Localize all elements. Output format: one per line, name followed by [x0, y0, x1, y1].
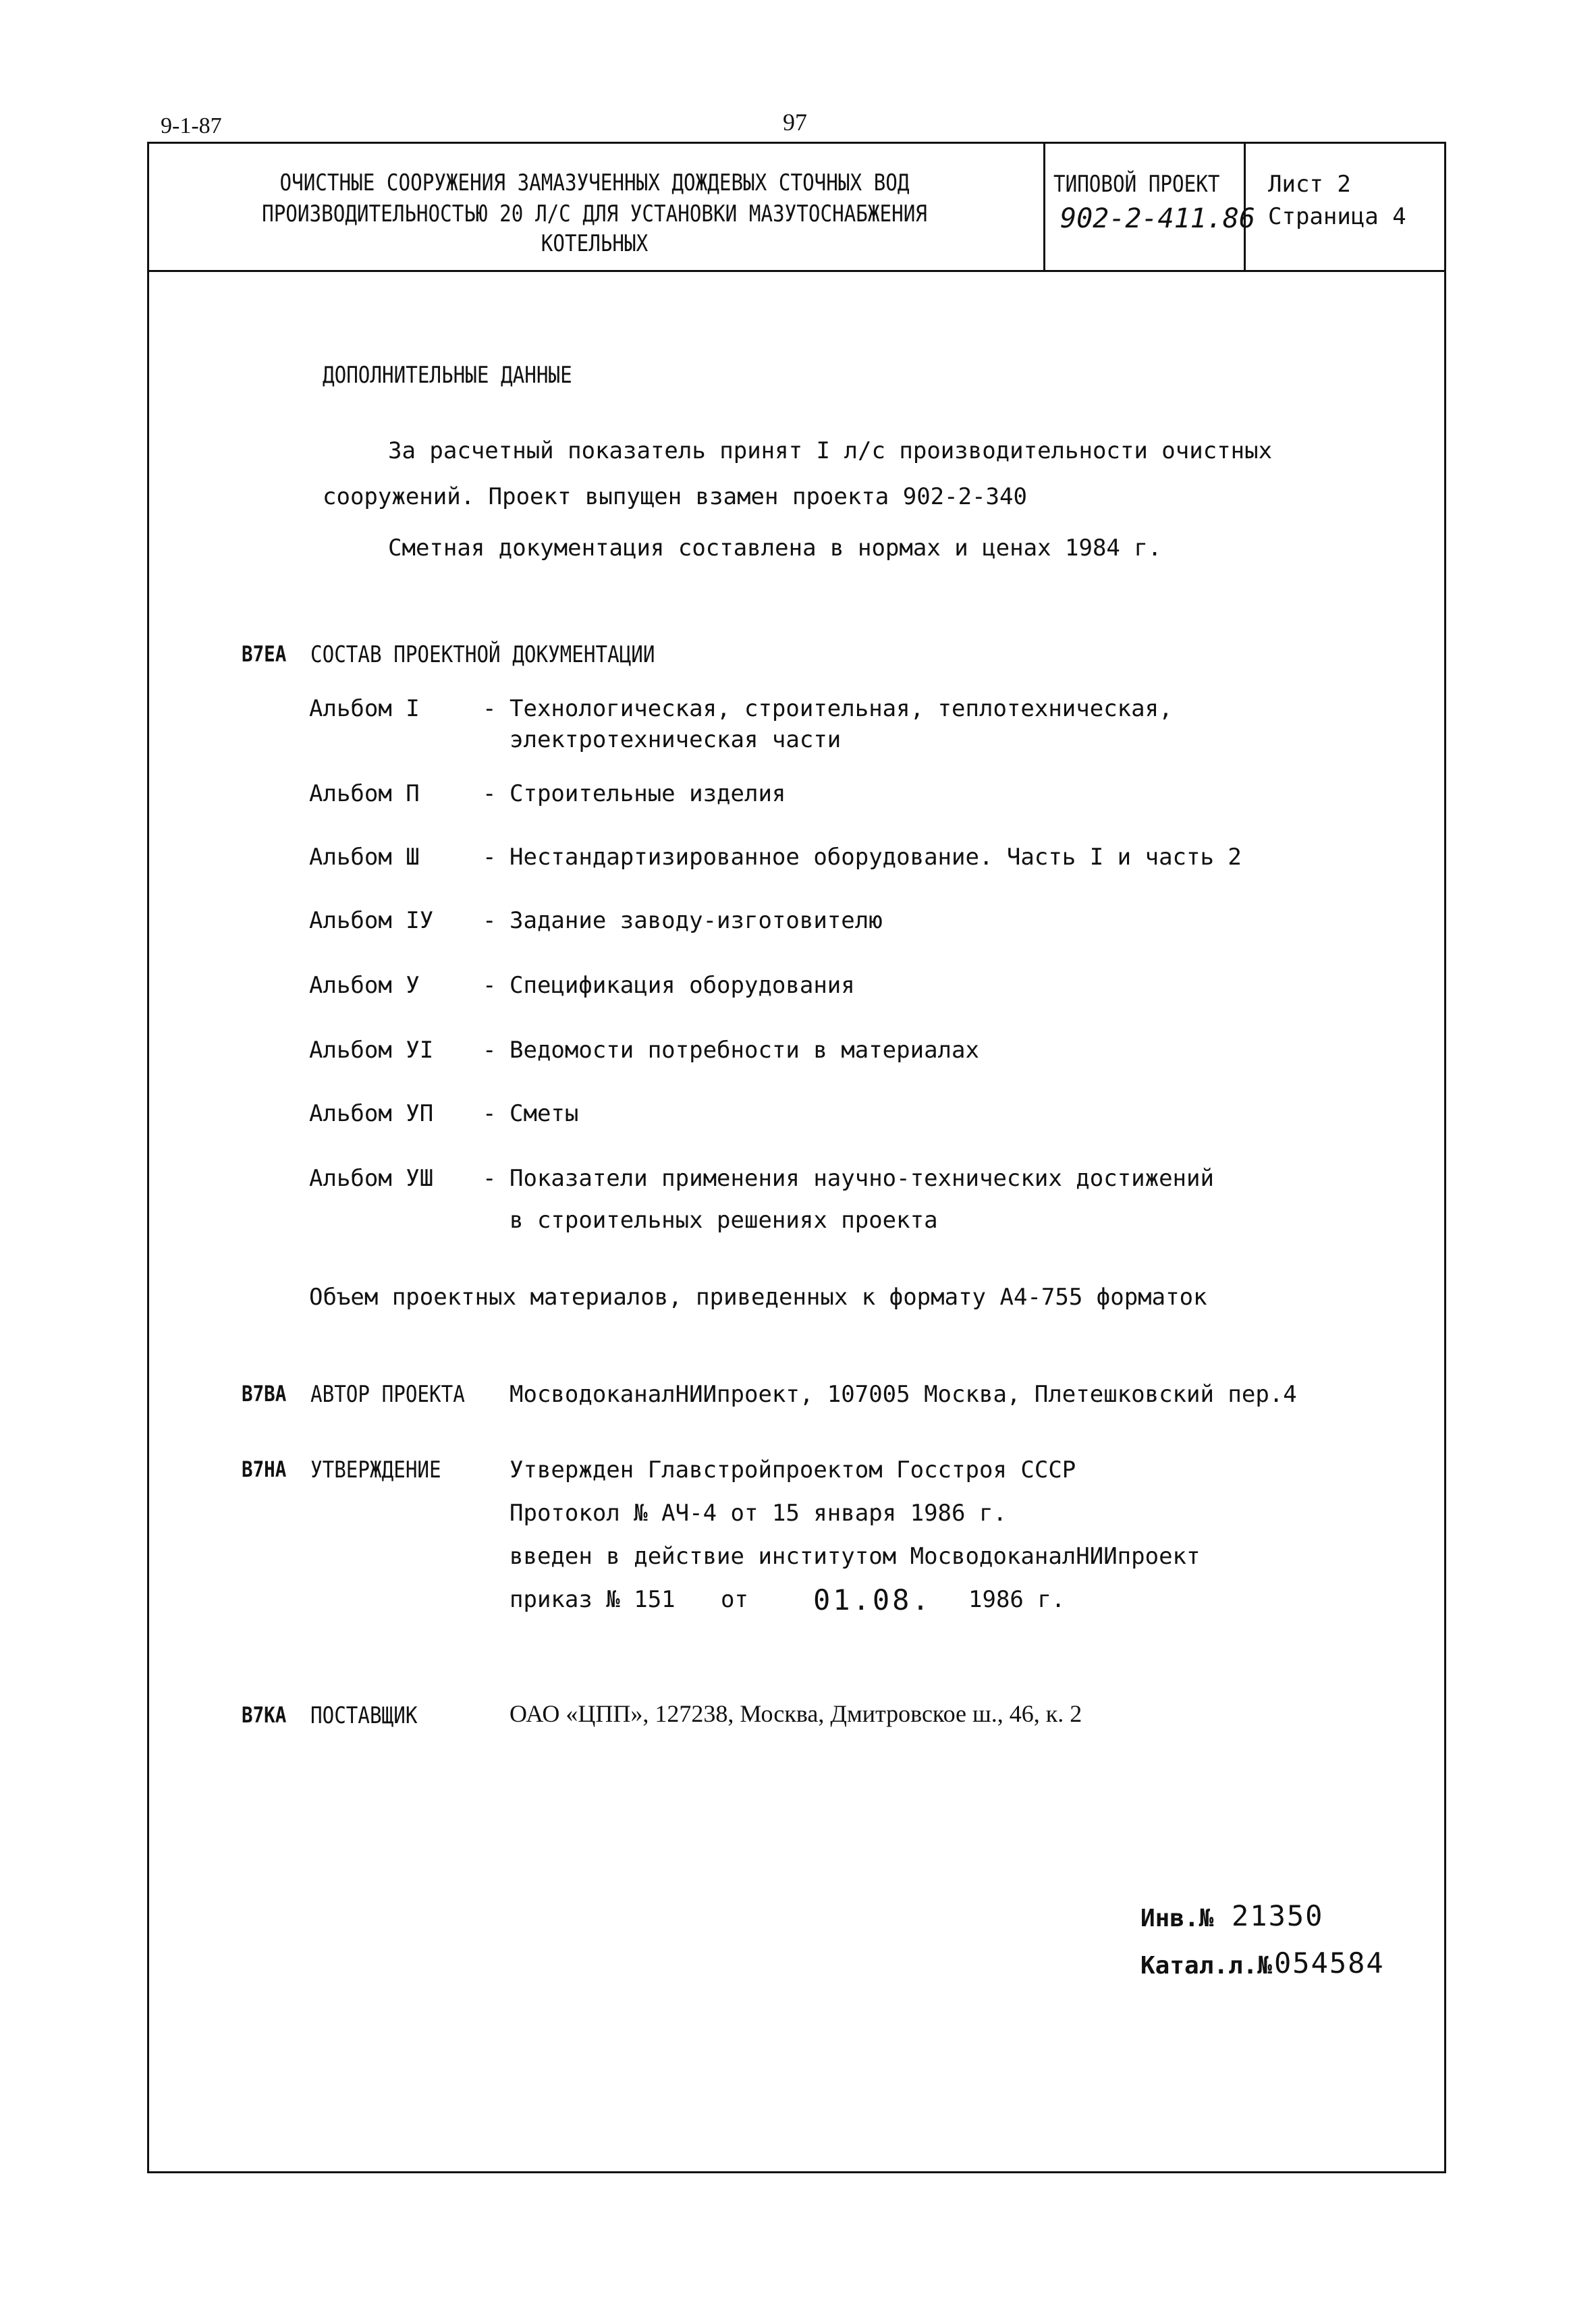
album-description: Показатели применения научно-технических достижений [510, 1165, 1214, 1192]
album-description-continued: в строительных решениях проекта [510, 1207, 938, 1234]
album-description: Сметы [510, 1100, 579, 1127]
approval-line-3: введен в действие институтом МосводоканалНИИпроект [510, 1543, 1201, 1570]
approval-code: В7НА [242, 1457, 287, 1482]
volume-note: Объем проектных материалов, приведенных к формату А4-755 форматок [309, 1284, 1207, 1311]
order-year: 1986 г. [968, 1586, 1066, 1613]
series-code: 9-1-87 [161, 113, 222, 138]
approval-line-2: Протокол № АЧ-4 от 15 января 1986 г. [510, 1500, 1007, 1527]
album-dash: - [483, 972, 497, 999]
album-dash: - [483, 1037, 497, 1064]
supplier-label: ПОСТАВЩИК [310, 1702, 418, 1729]
author-label: АВТОР ПРОЕКТА [310, 1381, 465, 1408]
album-description: Технологическая, строительная, теплотехническая, [510, 695, 1173, 722]
title-block [149, 144, 1444, 272]
order-date: 01.08. [813, 1583, 932, 1616]
title-block-divider [1043, 144, 1045, 270]
author-code: В7ВА [242, 1381, 287, 1407]
document-title-line-1: ОЧИСТНЫЕ СООРУЖЕНИЯ ЗАМАЗУЧЕННЫХ ДОЖДЕВЫХ СТОЧНЫХ ВОД [279, 169, 910, 196]
album-dash: - [483, 1165, 497, 1192]
page-label: Страница 4 [1268, 203, 1406, 230]
approval-label: УТВЕРЖДЕНИЕ [310, 1457, 441, 1484]
additional-data-paragraph-line-1: За расчетный показатель принят I л/с производительности очистных [388, 437, 1273, 464]
document-title-line-3: КОТЕЛЬНЫХ [541, 230, 649, 257]
album-dash: - [483, 695, 497, 722]
documentation-code: В7ЕА [242, 641, 287, 667]
estimate-note: Сметная документация составлена в нормах и ценах 1984 г. [388, 535, 1162, 562]
album-dash: - [483, 907, 497, 934]
sheet-label: Лист 2 [1268, 171, 1351, 198]
album-description: Нестандартизированное оборудование. Часть I и часть 2 [510, 844, 1242, 871]
album-name: Альбом УП [309, 1100, 434, 1127]
catalog-number: 054584 [1274, 1947, 1385, 1980]
document-title-line-2: ПРОИЗВОДИТЕЛЬНОСТЬЮ 20 Л/С ДЛЯ УСТАНОВКИ МАЗУТОСНАБЖЕНИЯ [262, 200, 927, 227]
additional-data-paragraph-line-2: сооружений. Проект выпущен взамен проекта 902-2-340 [323, 483, 1027, 510]
author-value: МосводоканалНИИпроект, 107005 Москва, Плетешковский пер.4 [510, 1381, 1297, 1408]
approval-line-1: Утвержден Главстройпроектом Госстроя СССР [510, 1457, 1076, 1484]
documentation-heading: СОСТАВ ПРОЕКТНОЙ ДОКУМЕНТАЦИИ [310, 641, 655, 668]
album-name: Альбом IУ [309, 907, 434, 934]
project-number: 902-2-411.86 [1060, 203, 1255, 234]
supplier-code: В7КА [242, 1702, 287, 1728]
additional-data-heading: ДОПОЛНИТЕЛЬНЫЕ ДАННЫЕ [323, 362, 572, 389]
album-description: Строительные изделия [510, 780, 786, 807]
album-name: Альбом У [309, 972, 420, 999]
supplier-value: ОАО «ЦПП», 127238, Москва, Дмитровское ш., 46, к. 2 [510, 1700, 1082, 1727]
album-name: Альбом П [309, 780, 420, 807]
album-description: Ведомости потребности в материалах [510, 1037, 979, 1064]
album-name: Альбом УI [309, 1037, 434, 1064]
page-number: 97 [783, 109, 807, 136]
album-description-continued: электротехническая части [510, 726, 842, 753]
album-name: Альбом I [309, 695, 420, 722]
order-from: от [721, 1586, 748, 1613]
album-dash: - [483, 780, 497, 807]
project-type-label: ТИПОВОЙ ПРОЕКТ [1053, 171, 1220, 198]
album-name: Альбом Ш [309, 844, 420, 871]
inventory-label: Инв.№ [1140, 1905, 1214, 1932]
album-description: Спецификация оборудования [510, 972, 855, 999]
album-dash: - [483, 844, 497, 871]
catalog-label: Катал.л.№ [1140, 1952, 1273, 1980]
album-name: Альбом УШ [309, 1165, 434, 1192]
order-label: приказ № 151 [510, 1586, 676, 1613]
inventory-number: 21350 [1232, 1899, 1324, 1932]
album-description: Задание заводу-изготовителю [510, 907, 883, 934]
album-dash: - [483, 1100, 497, 1127]
